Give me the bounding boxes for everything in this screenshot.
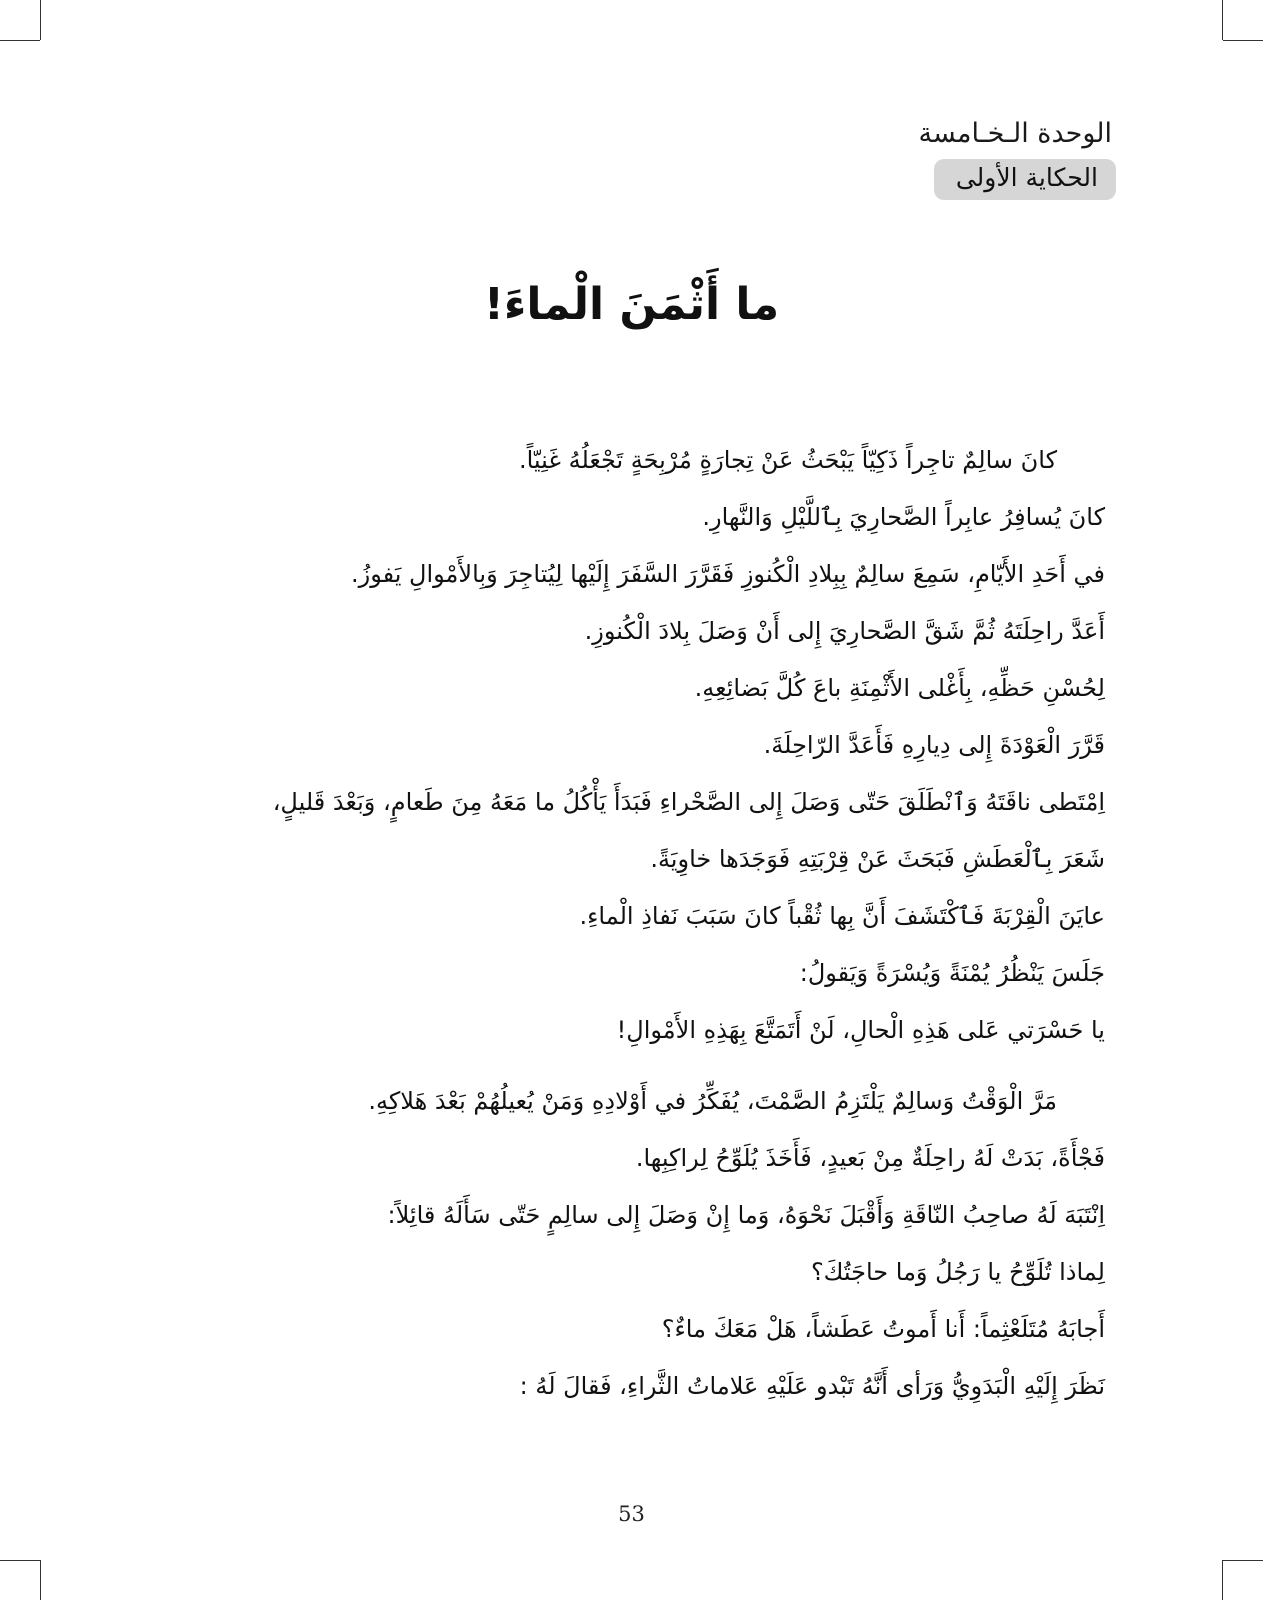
- text-line: أَعَدَّ راحِلَتَهُ ثُمَّ شَقَّ الصَّحارِيَ إِلى أَنْ وَصَلَ بِلادَ الْكُنوزِ.: [584, 617, 1105, 645]
- crop-mark: [1223, 40, 1263, 41]
- text-line: اِنْتَبَهَ لَهُ صاحِبُ النّاقَةِ وَأَقْبَلَ نَحْوَهُ، وَما إِنْ وَصَلَ إِلى سالِمٍ حَتّى سَأَلَهُ قائِلاً:: [387, 1201, 1105, 1229]
- story-title: ما أَثْمَنَ الْماءَ!: [483, 279, 780, 331]
- text-line: شَعَرَ بِٱلْعَطَشِ فَبَحَثَ عَنْ قِرْبَتِهِ فَوَجَدَها خاوِيَةً.: [650, 845, 1105, 873]
- text-line: مَرَّ الْوَقْتُ وَسالِمٌ يَلْتَزِمُ الصَّمْتَ، يُفَكِّرُ في أَوْلادِهِ وَمَنْ يُعيلُهُمْ بَعْدَ هَلاكِهِ.: [368, 1087, 1057, 1115]
- text-line: عايَنَ الْقِرْبَةَ فَٱكْتَشَفَ أَنَّ بِها ثُقْباً كانَ سَبَبَ نَفاذِ الْماءِ.: [579, 902, 1105, 930]
- story-badge: الحكاية الأولى: [934, 159, 1116, 200]
- text-line: كانَ يُسافِرُ عابِراً الصَّحارِيَ بِٱللَّيْلِ وَالنَّهارِ.: [702, 503, 1105, 531]
- crop-mark: [40, 1560, 41, 1600]
- crop-mark: [40, 0, 41, 40]
- text-line: في أَحَدِ الأَيّامِ، سَمِعَ سالِمٌ بِبِلادِ الْكُنوزِ فَقَرَّرَ السَّفَرَ إِلَيْها لِيُتاجِرَ وَبِالأَمْوالِ يَفوزُ.: [350, 560, 1105, 588]
- text-line: نَظَرَ إِلَيْهِ الْبَدَوِيُّ وَرَأى أَنَّهُ تَبْدو عَلَيْهِ عَلاماتُ الثَّراءِ، فَقالَ لَهُ :: [519, 1372, 1105, 1400]
- text-line: يا حَسْرَتي عَلى هَذِهِ الْحالِ، لَنْ أَتَمَتَّعَ بِهَذِهِ الأَمْوالِ!: [616, 1016, 1105, 1044]
- text-line: أَجابَهُ مُتَلَعْثِماً: أَنا أَموتُ عَطَشاً، هَلْ مَعَكَ ماءٌ؟: [661, 1315, 1105, 1343]
- unit-label: الوحدة الـخـامسة: [918, 118, 1112, 149]
- text-line: اِمْتَطى ناقَتَهُ وَٱنْطَلَقَ حَتّى وَصَلَ إِلى الصَّحْراءِ فَبَدَأَ يَأْكُلُ ما مَعَهُ مِنَ طَعامٍ، وَبَعْدَ قَليلٍ،: [272, 788, 1105, 816]
- text-line: كانَ سالِمٌ تاجِراً ذَكِيّاً يَبْحَثُ عَنْ تِجارَةٍ مُرْبِحَةٍ تَجْعَلُهُ غَنِيّاً.: [518, 446, 1057, 474]
- crop-mark: [0, 40, 40, 41]
- crop-mark: [1223, 1560, 1263, 1561]
- text-line: لِحُسْنِ حَظِّهِ، بِأَغْلى الأَثْمِنَةِ باعَ كُلَّ بَضائِعِهِ.: [694, 674, 1105, 702]
- page-number: 53: [618, 1502, 645, 1526]
- unit-header: [919, 118, 1117, 200]
- crop-mark: [1222, 0, 1223, 40]
- crop-mark: [1222, 1560, 1223, 1600]
- text-line: فَجْأَةً، بَدَتْ لَهُ راحِلَةٌ مِنْ بَعيدٍ، فَأَخَذَ يُلَوِّحُ لِراكِبِها.: [635, 1144, 1105, 1172]
- story-body: [145, 432, 1105, 1415]
- text-line: قَرَّرَ الْعَوْدَةَ إِلى دِيارِهِ فَأَعَدَّ الرّاحِلَةَ.: [763, 731, 1105, 759]
- text-line: لِماذا تُلَوِّحُ يا رَجُلُ وَما حاجَتُكَ؟: [810, 1258, 1105, 1286]
- text-line: جَلَسَ يَنْظُرُ يُمْنَةً وَيُسْرَةً وَيَقولُ:: [799, 959, 1105, 987]
- crop-mark: [0, 1560, 40, 1561]
